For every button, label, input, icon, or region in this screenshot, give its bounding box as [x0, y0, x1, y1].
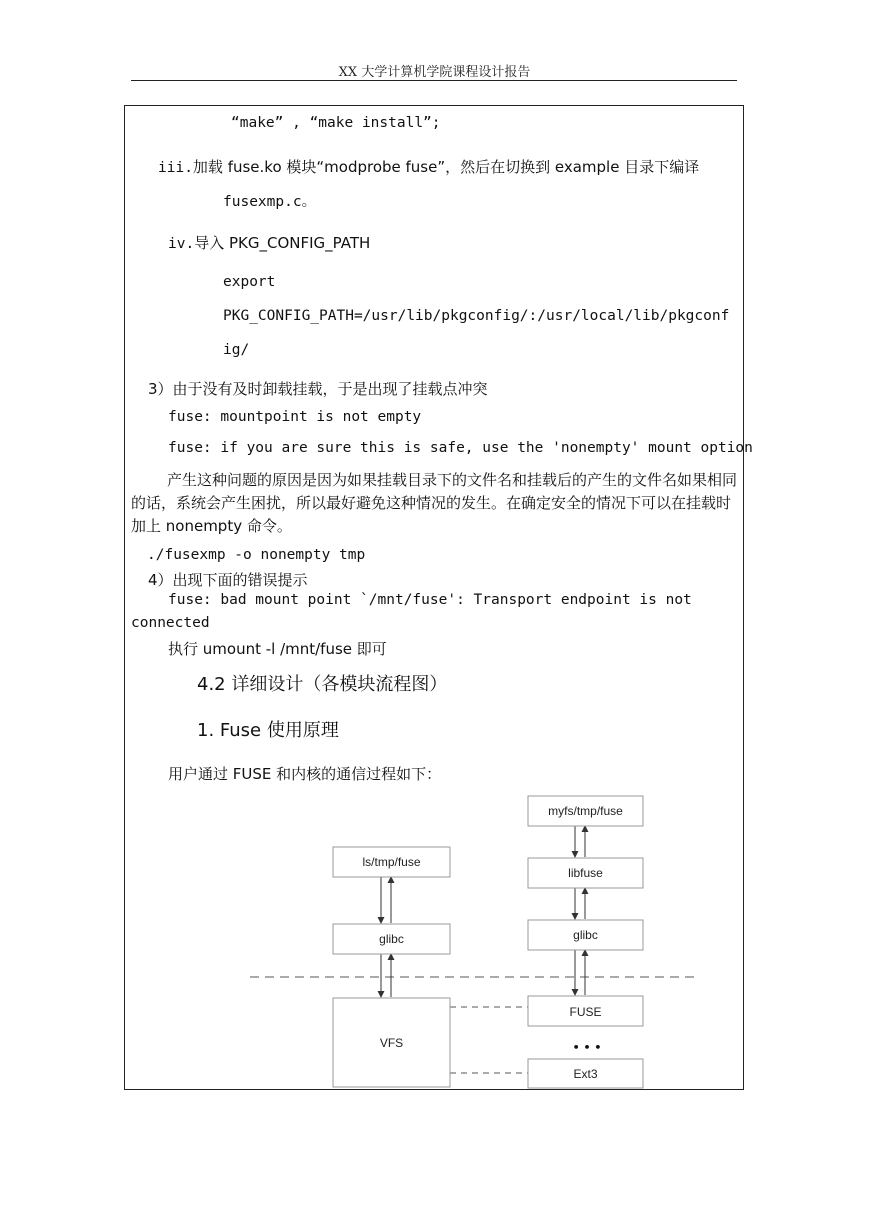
- error-message-1: fuse: mountpoint is not empty: [168, 409, 422, 425]
- error-message-2: fuse: if you are sure this is safe, use the 'nonempty' mount option: [168, 440, 753, 456]
- diagram-intro: 用户通过 FUSE 和内核的通信过程如下：: [168, 765, 442, 783]
- list-marker: iv.: [168, 236, 195, 252]
- box-glibc-left: [333, 924, 450, 954]
- box-ls-label: ls/tmp/fuse: [362, 855, 421, 869]
- box-fuse-label: FUSE: [569, 1005, 602, 1019]
- section-3-title: 3）由于没有及时卸载挂载，于是出现了挂载点冲突: [148, 380, 488, 398]
- make-commands: “make” , “make install”;: [231, 115, 441, 131]
- list-item-continuation: fusexmp.c。: [223, 194, 317, 210]
- box-ext3-label: Ext3: [573, 1067, 598, 1081]
- fix-instruction: 执行 umount -l /mnt/fuse 即可: [168, 640, 387, 658]
- export-path: PKG_CONFIG_PATH=/usr/lib/pkgconfig/:/usr/local/lib/pkgconf: [223, 308, 730, 324]
- subsection-heading-fuse-principle: 1. Fuse 使用原理: [197, 720, 339, 741]
- command-nonempty: ./fusexmp -o nonempty tmp: [147, 547, 366, 563]
- section-heading-4-2: 4.2 详细设计（各模块流程图）: [197, 674, 448, 695]
- box-myfs-label: myfs/tmp/fuse: [548, 804, 623, 818]
- export-path-continuation: ig/: [223, 342, 250, 358]
- box-glibc-right-label: glibc: [573, 928, 598, 942]
- ellipsis: • • •: [572, 1041, 602, 1054]
- export-keyword: export: [223, 274, 276, 290]
- box-ls-tmp-fuse: [333, 847, 450, 877]
- list-item-text: 加载 fuse.ko 模块“modprobe fuse”，然后在切换到 example 目录下编译: [192, 158, 700, 176]
- box-vfs-label: VFS: [379, 1036, 404, 1050]
- explanation-paragraph: 产生这种问题的原因是因为如果挂载目录下的文件名和挂载后的产生的文件名如果相同的话，系统会产生困扰，所以最好避免这种情况的发生。在确定安全的情况下可以在挂载时加上 nonempty 命令。: [131, 471, 738, 535]
- box-glibc-left-label: glibc: [379, 932, 404, 946]
- error-message-3-continuation: connected: [131, 615, 210, 631]
- box-glibc-right: [528, 920, 643, 950]
- list-marker: iii.: [158, 160, 193, 176]
- box-myfs-tmp-fuse: [528, 796, 643, 826]
- box-vfs: [333, 998, 450, 1087]
- list-item-text: 导入 PKG_CONFIG_PATH: [194, 234, 371, 252]
- box-libfuse-label: libfuse: [568, 866, 603, 880]
- box-ext3: [528, 1059, 643, 1088]
- error-message-3: fuse: bad mount point `/mnt/fuse': Transport endpoint is not: [168, 592, 692, 608]
- box-libfuse: [528, 858, 643, 888]
- section-4-title: 4）出现下面的错误提示: [148, 571, 308, 589]
- box-fuse: [528, 996, 643, 1026]
- page-header-title: XX 大学计算机学院课程设计报告: [338, 65, 531, 80]
